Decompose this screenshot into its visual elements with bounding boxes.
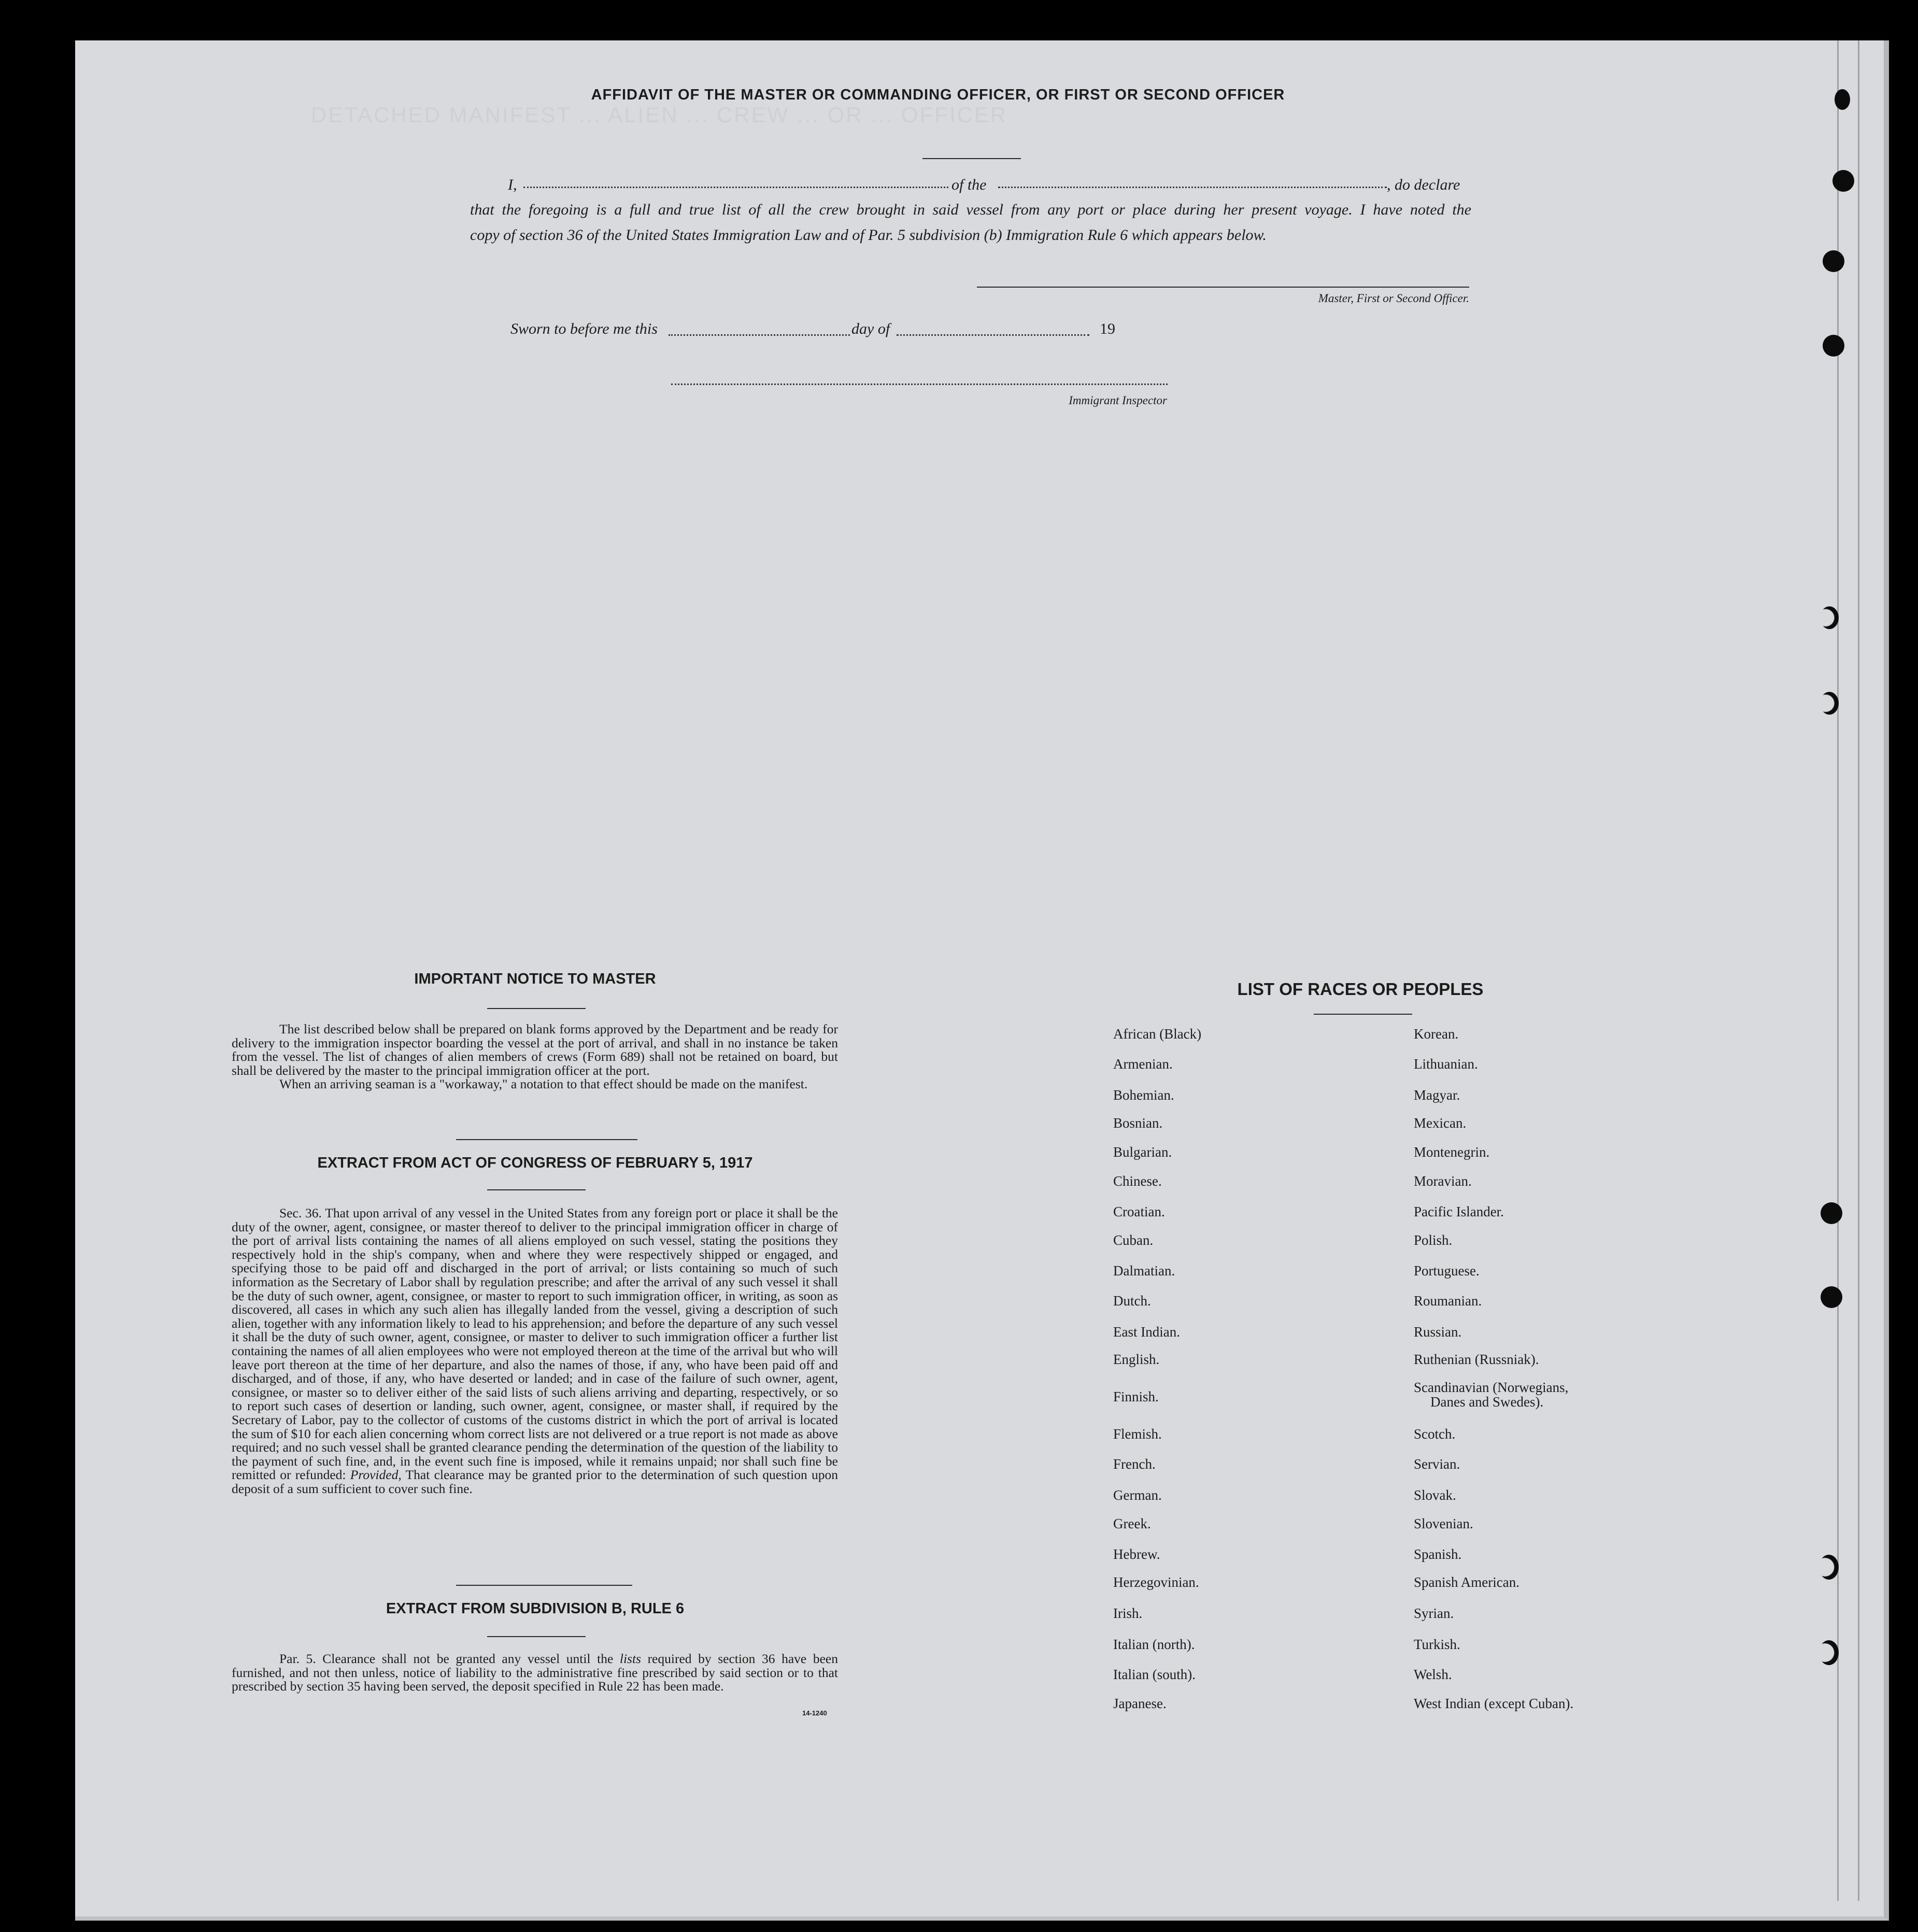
binder-hole-icon xyxy=(1821,1286,1842,1308)
extract-act-title: EXTRACT FROM ACT OF CONGRESS OF FEBRUARY 5, 1917 xyxy=(317,1155,753,1171)
race-item: Italian (south). xyxy=(1113,1667,1196,1682)
provided-word: Provided, xyxy=(350,1467,402,1483)
extract-act-body xyxy=(232,1206,838,1496)
binder-hole-icon xyxy=(1832,170,1854,192)
affidavit-declare-label: , do declare xyxy=(1387,176,1460,193)
affidavit-i-label: I, xyxy=(508,176,517,193)
notice-divider xyxy=(487,1008,586,1009)
notice-paragraph-2: When an arriving seaman is a "workaway," a notation to that effect should be made on the manifest. xyxy=(279,1076,808,1092)
extract-rule-divider xyxy=(487,1636,586,1637)
race-item: Russian. xyxy=(1414,1324,1462,1340)
race-item: Croatian. xyxy=(1113,1204,1165,1219)
notice-body xyxy=(232,1022,838,1091)
race-item: Portuguese. xyxy=(1414,1263,1480,1278)
race-item: Bulgarian. xyxy=(1113,1144,1172,1160)
race-item: West Indian (except Cuban). xyxy=(1414,1696,1574,1711)
vessel-blank-line[interactable] xyxy=(998,187,1387,188)
binder-hole-icon xyxy=(1820,606,1839,629)
race-item: Korean. xyxy=(1414,1026,1459,1042)
race-item: Armenian. xyxy=(1113,1056,1173,1072)
notice-title: IMPORTANT NOTICE TO MASTER xyxy=(414,971,656,987)
par-5-closing: required by section 36 have been furnished, and not then unless, notice of liability to the administrative fine prescribed by said section or to that prescribed by section 35 having been served, the deposit specified in Rule 22 has been made. xyxy=(232,1651,838,1694)
affidavit-line-2: that the foregoing is a full and true list of all the crew brought in said vessel from any port or place during her present voyage. I have noted the xyxy=(470,201,1471,218)
form-number: 14-1240 xyxy=(802,1709,827,1717)
race-item: Hebrew. xyxy=(1113,1546,1160,1562)
races-divider xyxy=(1314,1014,1412,1015)
binder-hole-icon xyxy=(1823,250,1844,272)
section-label: Sec. 36. xyxy=(279,1205,322,1220)
lists-word: lists xyxy=(619,1651,641,1666)
race-item: Greek. xyxy=(1113,1516,1151,1531)
race-item: East Indian. xyxy=(1113,1324,1180,1340)
race-item-continuation: Danes and Swedes). xyxy=(1430,1394,1544,1410)
affidavit-of-the-label: of the xyxy=(951,176,987,193)
binder-hole-icon xyxy=(1819,1640,1839,1665)
extract-rule-title: EXTRACT FROM SUBDIVISION B, RULE 6 xyxy=(386,1600,685,1617)
sworn-label: Sworn to before me this xyxy=(510,320,658,337)
inspector-signature-label: Immigrant Inspector xyxy=(1069,394,1167,407)
race-item: Servian. xyxy=(1414,1456,1460,1472)
race-item: Cuban. xyxy=(1113,1232,1154,1248)
notice-paragraph-1: The list described below shall be prepared on blank forms approved by the Department and be ready for delivery to the immigration inspector boarding the vessel at the port of arrival, and shall in no instance be taken from the vessel. The list of changes of alien members of crews (Form 689) shall not be retained on board, but shall be delivered by the master to the principal immigration officer at the port. xyxy=(232,1021,838,1078)
title-divider xyxy=(922,158,1021,159)
binder-hole-icon xyxy=(1819,1555,1839,1580)
race-item: Dutch. xyxy=(1113,1293,1151,1309)
race-item: Roumanian. xyxy=(1414,1293,1482,1309)
race-item: Spanish American. xyxy=(1414,1574,1519,1590)
race-item: Mexican. xyxy=(1414,1115,1467,1131)
binder-hole-icon xyxy=(1835,89,1850,110)
binder-hole-icon xyxy=(1821,1202,1842,1224)
name-blank-line[interactable] xyxy=(523,187,948,188)
extract-act-divider xyxy=(487,1189,586,1190)
race-item: Moravian. xyxy=(1414,1173,1472,1189)
day-of-label: day of xyxy=(851,320,890,337)
race-item: Dalmatian. xyxy=(1113,1263,1175,1278)
affidavit-title: AFFIDAVIT OF THE MASTER OR COMMANDING OFFICER, OR FIRST OR SECOND OFFICER xyxy=(591,87,1285,103)
race-item: Flemish. xyxy=(1113,1426,1162,1442)
binder-hole-icon xyxy=(1823,335,1844,357)
section-divider xyxy=(456,1139,637,1140)
race-item: Scandinavian (Norwegians, xyxy=(1414,1380,1569,1395)
race-item: Ruthenian (Russniak). xyxy=(1414,1352,1539,1367)
race-item: Slovenian. xyxy=(1414,1516,1473,1531)
race-item: Slovak. xyxy=(1414,1487,1456,1503)
affidavit-line-3: copy of section 36 of the United States Immigration Law and of Par. 5 subdivision (b) Immigration Rule 6 which appears below. xyxy=(470,226,1267,244)
race-item: Finnish. xyxy=(1113,1389,1159,1404)
year-prefix: 19 xyxy=(1100,320,1115,337)
race-item: Japanese. xyxy=(1113,1696,1167,1711)
race-item: Polish. xyxy=(1414,1232,1453,1248)
inspector-signature-line[interactable] xyxy=(671,383,1168,385)
section-divider xyxy=(456,1585,632,1586)
race-item: Montenegrin. xyxy=(1414,1144,1490,1160)
race-item: English. xyxy=(1113,1352,1160,1367)
race-item: African (Black) xyxy=(1113,1026,1202,1042)
race-item: Lithuanian. xyxy=(1414,1056,1478,1072)
race-item: Spanish. xyxy=(1414,1546,1462,1562)
faded-header-bleedthrough: DETACHED MANIFEST ... ALIEN ... CREW ... OR ... OFFICER xyxy=(311,103,1008,127)
par-5-text: Par. 5. Clearance shall not be granted any vessel until the xyxy=(279,1651,614,1666)
race-item: Magyar. xyxy=(1414,1087,1460,1103)
page-edge-shadow xyxy=(1837,40,1839,1901)
races-title: LIST OF RACES OR PEOPLES xyxy=(1237,979,1484,999)
race-item: Bosnian. xyxy=(1113,1115,1163,1131)
race-item: Welsh. xyxy=(1414,1667,1452,1682)
binder-hole-icon xyxy=(1820,692,1839,715)
master-signature-line[interactable] xyxy=(977,287,1469,288)
race-item: Bohemian. xyxy=(1113,1087,1174,1103)
race-item: Chinese. xyxy=(1113,1173,1162,1189)
sworn-day-blank[interactable] xyxy=(669,334,850,336)
race-item: Syrian. xyxy=(1414,1606,1454,1621)
master-signature-label: Master, First or Second Officer. xyxy=(1318,292,1469,305)
section-36-closing: That clearance may be granted prior to the determination of such question upon deposit of a sum sufficient to cover such fine. xyxy=(232,1467,839,1496)
race-item: Pacific Islander. xyxy=(1414,1204,1504,1219)
extract-rule-body xyxy=(232,1652,838,1694)
page-edge-shadow xyxy=(1858,40,1859,1901)
race-item: Italian (north). xyxy=(1113,1637,1195,1652)
race-item: Herzegovinian. xyxy=(1113,1574,1199,1590)
race-item: Irish. xyxy=(1113,1606,1143,1621)
race-item: Scotch. xyxy=(1414,1426,1456,1442)
race-item: Turkish. xyxy=(1414,1637,1460,1652)
race-item: German. xyxy=(1113,1487,1162,1503)
race-item: French. xyxy=(1113,1456,1156,1472)
section-36-text: That upon arrival of any vessel in the United States from any foreign port or place it shall be the duty of the owner, agent, consignee, or master thereof to deliver to the principal immigration officer in charge of the port of arrival lists containing the names of all aliens employed on such vessel, stating the positions they respectively hold in the ship's company, when and where they were respectively shipped or engaged, and specifying those to be paid off and discharged in the port of arrival; or lists containing so much of such information as the Secretary of Labor shall by regulation prescribe; and after the arrival of any such vessel it shall be the duty of such owner, agent, consignee, or master to report to such immigration officer, in writing, as soon as discovered, all cases in which any such alien has illegally landed from the vessel, giving a description of such alien, together with any information likely to lead to his apprehension; and before the departure of any such vessel it shall be the duty of such owner, agent, consignee, or master to deliver to such immigration officer a further list containing the names of all alien employees who were not employed thereon at the time of the arrival but who will leave port thereon at the time of her departure, and also the names of those, if any, who have been paid off and discharged, and of those, if any, who have deserted or landed; and in case of the failure of such owner, agent, consignee, or master so to deliver either of the said lists of such aliens arriving and departing, respectively, or so to report such cases of desertion or landing, such owner, agent, consignee, or master shall, if required by the Secretary of Labor, pay to the collector of customs of the customs district in which the port of arrival is located the sum of $10 for each alien concerning whom correct lists are not delivered or a true report is not made as above required; and no such vessel shall be granted clearance pending the determination of the question of the liability to the payment of such fine, and, in the event such fine is imposed, while it remains unpaid; nor shall such fine be remitted or refunded: xyxy=(232,1205,838,1483)
sworn-month-blank[interactable] xyxy=(897,334,1089,336)
